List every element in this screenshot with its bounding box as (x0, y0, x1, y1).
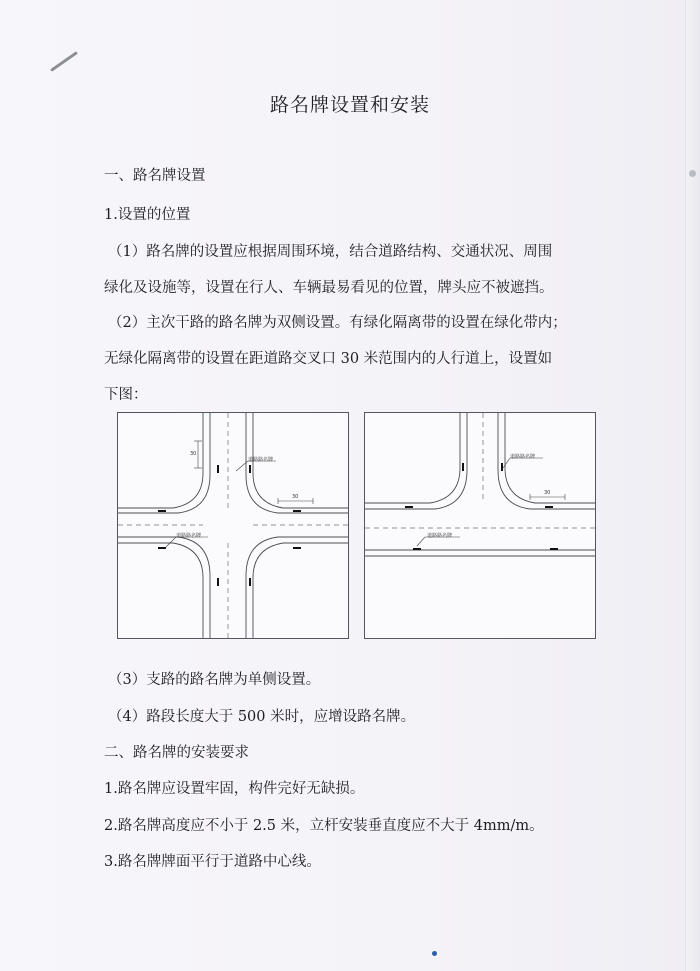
page-edge-shadow (685, 0, 700, 971)
section-heading-installation: 二、路名牌的安装要求 (104, 745, 249, 761)
tee-intersection-drawing (365, 413, 595, 638)
road-sign-label: 道路路名牌 (510, 454, 536, 460)
road-sign-label: 道路路名牌 (176, 533, 202, 539)
paragraph-line: 无绿化隔离带的设置在距道路交叉口 30 米范围内的人行道上，设置如 (104, 351, 553, 367)
paragraph-line: 下图： (104, 387, 148, 403)
road-sign-label: 道路路名牌 (427, 533, 453, 539)
paragraph-line: （1）路名牌的设置应根据周围环境，结合道路结构、交通状况、周围 (108, 244, 553, 260)
subsection-heading-position: 1.设置的位置 (104, 207, 191, 223)
cross-intersection-drawing (118, 413, 348, 638)
dimension-label-vertical: 30 (190, 451, 197, 457)
paragraph-line: 绿化及设施等，设置在行人、车辆最易看见的位置，牌头应不被遮挡。 (104, 280, 554, 296)
paragraph-line: （3）支路的路名牌为单侧设置。 (108, 672, 321, 688)
paragraph-line: （2）主次干路的路名牌为双侧设置。有绿化隔离带的设置在绿化带内； (108, 315, 567, 331)
paragraph-line: 3.路名牌牌面平行于道路中心线。 (104, 854, 321, 870)
tee-intersection-diagram (364, 412, 596, 639)
road-sign-label: 道路路名牌 (248, 457, 274, 463)
cross-intersection-diagram (117, 412, 349, 639)
paragraph-line: 1.路名牌应设置牢固，构件完好无缺损。 (104, 781, 365, 797)
document-title: 路名牌设置和安装 (269, 94, 430, 116)
paragraph-line: （4）路段长度大于 500 米时，应增设路名牌。 (108, 709, 416, 725)
section-heading-setup: 一、路名牌设置 (104, 168, 206, 184)
paragraph-line: 2.路名牌高度应不小于 2.5 米，立杆安装垂直度应不大于 4mm/m。 (104, 818, 544, 834)
dimension-label-horizontal: 30 (292, 494, 299, 500)
dimension-label-horizontal: 30 (544, 490, 551, 496)
page-marker-dot (432, 951, 437, 956)
punch-hole-mark (689, 170, 696, 177)
